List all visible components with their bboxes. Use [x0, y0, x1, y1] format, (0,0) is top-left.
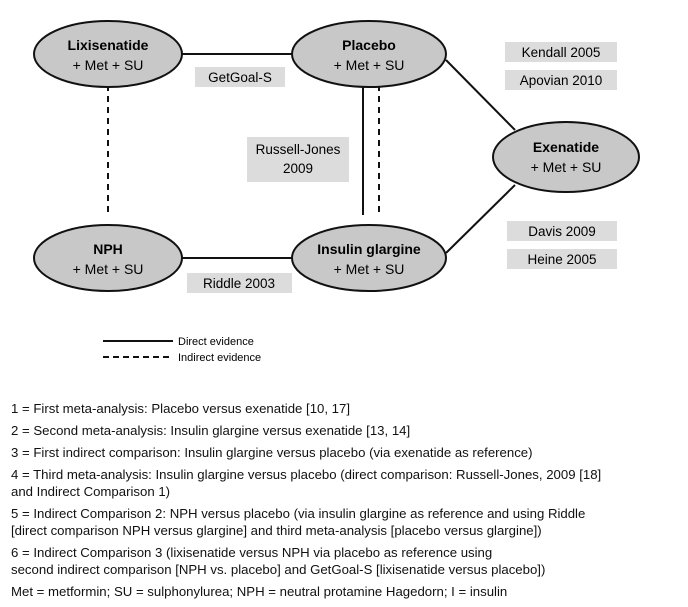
ref-riddle-2003 — [187, 273, 292, 293]
legend-indirect-label: Indirect evidence — [178, 352, 262, 364]
ref-kendall-2005-label: Kendall 2005 — [521, 45, 601, 60]
footnote-1 — [11, 400, 681, 417]
footnote-6 — [11, 544, 681, 578]
footnote-1-text: 1 = First meta-analysis: Placebo versus exenatide [10, 17] — [11, 401, 351, 416]
legend-direct-label: Direct evidence — [178, 336, 254, 348]
ref-russell-jones-line2: 2009 — [282, 161, 314, 176]
node-placebo-title: Placebo — [342, 37, 396, 53]
node-exenatide-title: Exenatide — [532, 139, 600, 155]
ref-apovian-2010 — [505, 70, 617, 90]
node-insulin-glargine — [292, 225, 446, 291]
ref-heine-2005-label: Heine 2005 — [527, 252, 597, 267]
ref-kendall-2005 — [505, 42, 617, 62]
node-glargine-title: Insulin glargine — [317, 241, 421, 257]
footnote-6-text: 6 = Indirect Comparison 3 (lixisenatide versus NPH via placebo as reference using second indirect comparison [NPH vs. placebo] and GetGoal-S [lixisenatide versus placebo]) — [11, 545, 546, 577]
node-lixisenatide-title: Lixisenatide — [67, 37, 149, 53]
node-exenatide-sub: + Met + SU — [530, 159, 602, 175]
footnote-2 — [11, 422, 681, 439]
ref-getgoal-s — [195, 67, 285, 87]
node-nph-title: NPH — [93, 241, 123, 257]
node-placebo-sub: + Met + SU — [333, 57, 405, 73]
footnote-2-text: 2 = Second meta-analysis: Insulin glargine versus exenatide [13, 14] — [11, 423, 411, 438]
ref-heine-2005 — [507, 249, 617, 269]
ref-apovian-2010-label: Apovian 2010 — [519, 73, 603, 88]
node-exenatide — [493, 122, 639, 192]
ref-getgoal-s-label: GetGoal-S — [208, 70, 272, 85]
node-lixisenatide-sub: + Met + SU — [72, 57, 144, 73]
footnote-4-text: 4 = Third meta-analysis: Insulin glargine versus placebo (direct comparison: Russell-Jones, 2009 [18] and Indirect Comparison 1) — [11, 467, 602, 499]
node-nph — [34, 225, 182, 291]
footnote-abbreviations — [11, 583, 681, 600]
edge-placebo-exenatide — [446, 60, 515, 130]
footnote-abbreviations-text: Met = metformin; SU = sulphonylurea; NPH = neutral protamine Hagedorn; I = insulin — [11, 584, 508, 599]
footnote-5-text: 5 = Indirect Comparison 2: NPH versus placebo (via insulin glargine as reference and using Riddle [direct comparison NPH versus glargine] and third meta-analysis [placebo versus glargine]) — [11, 506, 586, 538]
ref-russell-jones-line1: Russell-Jones — [255, 142, 341, 157]
node-lixisenatide — [34, 21, 182, 87]
footnote-3-text: 3 = First indirect comparison: Insulin glargine versus placebo (via exenatide as reference) — [11, 445, 533, 460]
ref-davis-2009 — [507, 221, 617, 241]
node-nph-sub: + Met + SU — [72, 261, 144, 277]
node-glargine-sub: + Met + SU — [333, 261, 405, 277]
ref-riddle-2003-label: Riddle 2003 — [202, 276, 276, 291]
footnote-5 — [11, 505, 681, 539]
ref-russell-jones-2009 — [247, 137, 349, 182]
edge-glargine-exenatide — [446, 185, 515, 253]
footnote-3 — [11, 444, 681, 461]
legend — [103, 336, 261, 364]
footnote-4 — [11, 466, 681, 500]
footnotes — [11, 400, 681, 605]
ref-davis-2009-label: Davis 2009 — [528, 224, 596, 239]
node-placebo — [292, 21, 446, 87]
